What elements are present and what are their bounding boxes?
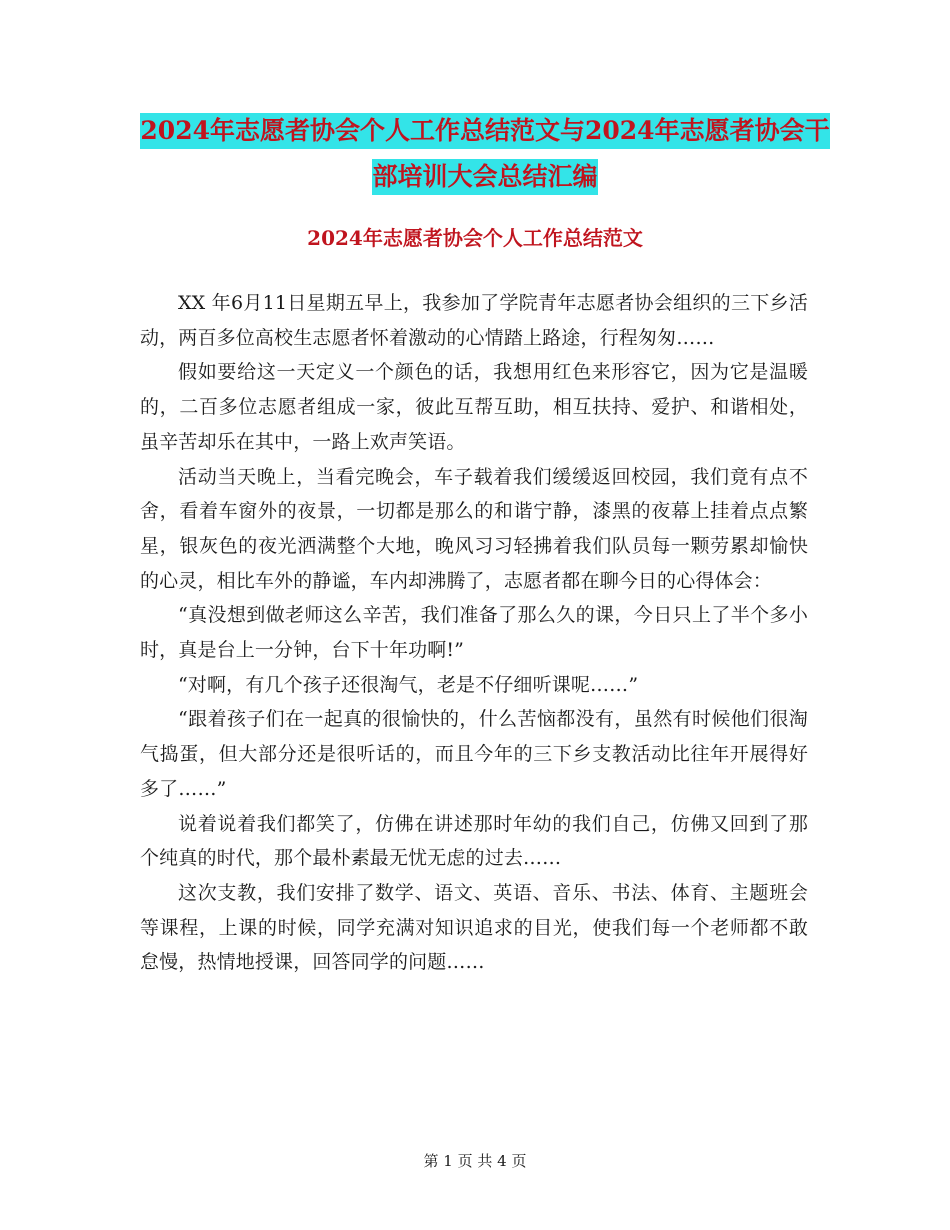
section-heading: 2024年志愿者协会个人工作总结范文	[307, 226, 643, 250]
paragraph: 活动当天晚上，当看完晚会，车子载着我们缓缓返回校园，我们竟有点不舍，看着车窗外的夜景，一切都是那么的和谐宁静，漆黑的夜幕上挂着点点繁星，银灰色的夜光洒满整个大地，晚风习习轻拂着我们队员每一颗劳累却愉快的心灵，相比车外的静谧，车内却沸腾了，志愿者都在聊今日的心得体会：	[140, 465, 808, 592]
paragraph: “真没想到做老师这么辛苦，我们准备了那么久的课，今日只上了半个多小时，真是台上一分钟，台下十年功啊!”	[140, 604, 808, 662]
paragraph: 说着说着我们都笑了，仿佛在讲述那时年幼的我们自己，仿佛又回到了那个纯真的时代，那个最朴素最无忧无虑的过去……	[140, 812, 808, 870]
document-body	[140, 286, 808, 980]
document-title-text: 2024年志愿者协会个人工作总结范文与2024年志愿者协会干部培训大会总结汇编	[140, 113, 829, 195]
page-footer: 第 1 页 共 4 页	[423, 1152, 527, 1170]
paragraph: 这次支教，我们安排了数学、语文、英语、音乐、书法、体育、主题班会等课程，上课的时候，同学充满对知识追求的目光，使我们每一个老师都不敢怠慢，热情地授课，回答同学的问题……	[140, 881, 808, 974]
paragraph: 假如要给这一天定义一个颜色的话，我想用红色来形容它，因为它是温暖的，二百多位志愿者组成一家，彼此互帮互助，相互扶持、爱护、和谐相处，虽辛苦却乐在其中，一路上欢声笑语。	[140, 361, 808, 453]
paragraph: “跟着孩子们在一起真的很愉快的，什么苦恼都没有，虽然有时候他们很淘气捣蛋，但大部分还是很听话的，而且今年的三下乡支教活动比往年开展得好多了……”	[140, 708, 808, 800]
paragraph: XX 年6月11日星期五早上，我参加了学院青年志愿者协会组织的三下乡活动，两百多位高校生志愿者怀着激动的心情踏上路途，行程匆匆……	[140, 292, 808, 349]
document-title	[140, 108, 830, 200]
paragraph: “对啊，有几个孩子还很淘气，老是不仔细听课呢……”	[178, 673, 639, 696]
